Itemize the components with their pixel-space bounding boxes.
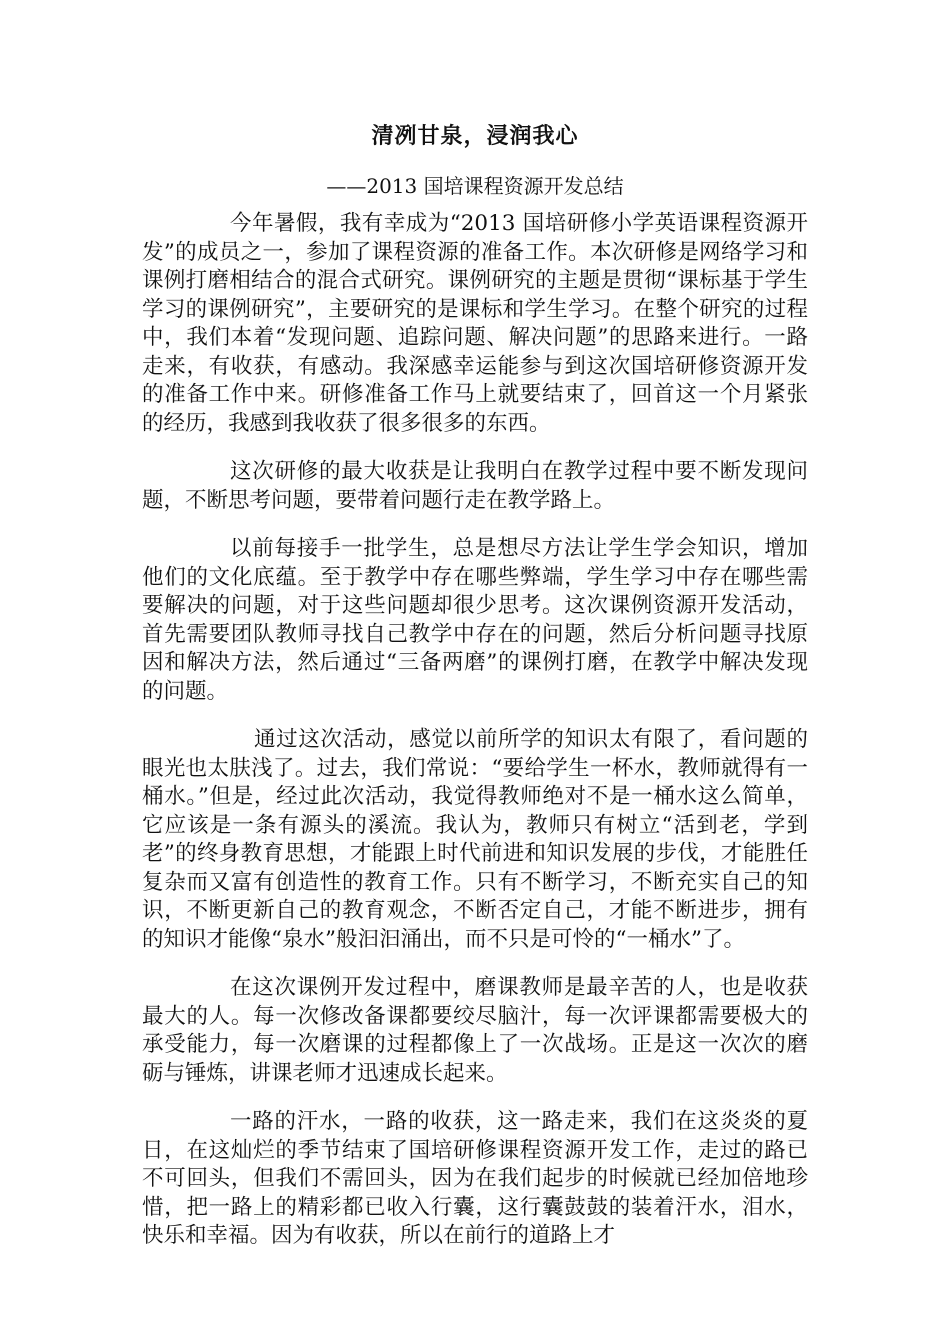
paragraph: 今年暑假，我有幸成为“2013 国培研修小学英语课程资源开发”的成员之一，参加了课程资源的准备工作。本次研修是网络学习和课例打磨相结合的混合式研究。课例研究的主题是贯彻“课标基于学生学习的课例研究”，主要研究的是课标和学生学习。在整个研究的过程中，我们本着“发现问题、追踪问题、解决问题”的思路来进行。一路走来，有收获，有感动。我深感幸运能参与到这次国培研修资源开发的准备工作中来。研修准备工作马上就要结束了，回首这一个月紧张的经历，我感到我收获了很多很多的东西。 [142,211,808,436]
paragraph: 通过这次活动，感觉以前所学的知识太有限了，看问题的眼光也太肤浅了。过去，我们常说：“要给学生一杯水，教师就得有一桶水。”但是，经过此次活动，我觉得教师绝对不是一桶水这么简单，它应该是一条有源头的溪流。我认为，教师只有树立“活到老，学到老”的终身教育思想，才能跟上时代前进和知识发展的步伐，才能胜任复杂而又富有创造性的教育工作。只有不断学习，不断充实自己的知识，不断更新自己的教育观念，不断否定自己，才能不断进步，拥有的知识才能像“泉水”般汩汩涌出，而不只是可怜的“一桶水”了。 [142,727,808,952]
paragraph: 一路的汗水，一路的收获，这一路走来，我们在这炎炎的夏日，在这灿烂的季节结束了国培研修课程资源开发工作，走过的路已不可回头，但我们不需回头，因为在我们起步的时候就已经加倍地珍惜，把一路上的精彩都已收入行囊，这行囊鼓鼓的装着汗水，泪水，快乐和幸福。因为有收获，所以在前行的道路上才 [142,1109,808,1248]
document-title: 清冽甘泉，浸润我心 [371,124,579,149]
document-subtitle: ——2013 国培课程资源开发总结 [326,174,624,198]
paragraph: 这次研修的最大收获是让我明白在教学过程中要不断发现问题，不断思考问题，要带着问题行走在教学路上。 [142,459,808,513]
paragraph: 以前每接手一批学生，总是想尽方法让学生学会知识，增加他们的文化底蕴。至于教学中存在哪些弊端，学生学习中存在哪些需要解决的问题，对于这些问题却很少思考。这次课例资源开发活动，首先需要团队教师寻找自己教学中存在的问题，然后分析问题寻找原因和解决方法，然后通过“三备两磨”的课例打磨，在教学中解决发现的问题。 [142,536,808,704]
paragraph: 在这次课例开发过程中，磨课教师是最辛苦的人，也是收获最大的人。每一次修改备课都要绞尽脑汁，每一次评课都需要极大的承受能力，每一次磨课的过程都像上了一次战场。正是这一次次的磨砺与锤炼，讲课老师才迅速成长起来。 [142,975,808,1086]
document-body [142,210,808,1271]
